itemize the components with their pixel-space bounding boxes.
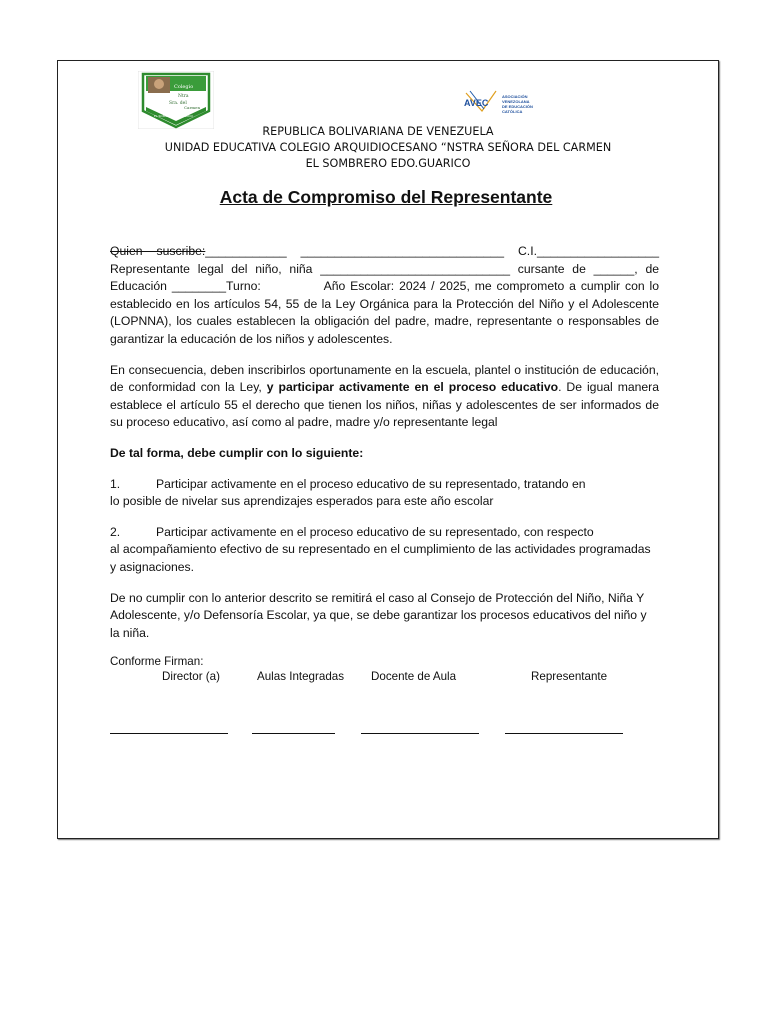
crest-text-3: Sra. del [169, 101, 187, 106]
consequence-bold: y participar activamente en el proceso educativo [266, 380, 559, 395]
institution-header [58, 124, 718, 172]
quien-suscribe-blank[interactable]: ____________ ______________________________ [205, 244, 504, 258]
avec-logo-icon [462, 87, 544, 121]
item-number: 2. [110, 524, 121, 539]
educacion-label: Educación [110, 279, 167, 294]
item-text: Participar activamente en el proceso educativo de su representado, con respecto [156, 524, 594, 539]
turno-label: Turno: [226, 279, 261, 294]
signature-line-director[interactable] [110, 733, 228, 734]
closing-paragraph: De no cumplir con lo anterior descrito se remitirá el caso al Consejo de Protección del Niño, Niña Y Adolescente, y/o Defensoría Escolar, ya que, se debe garantizar los procesos educativos del niño y la niña. [110, 590, 647, 640]
item-text-rest: lo posible de nivelar sus aprendizajes esperados para este año escolar [110, 494, 494, 509]
avec-sub-2: VENEZOLANA [502, 99, 530, 104]
signature-label-director: Director (a) [162, 669, 220, 683]
header-line-republic: REPUBLICA BOLIVARIANA DE VENEZUELA [262, 125, 494, 138]
avec-sub-4: CATÓLICA [502, 109, 523, 114]
school-crest-logo-icon [138, 71, 214, 129]
representante-label: Representante legal del niño, niña [110, 261, 313, 276]
document-title: Acta de Compromiso del Representante [219, 187, 553, 207]
commitment-paragraph [110, 243, 659, 349]
conforme-firman-label: Conforme Firman: [110, 655, 204, 668]
crest-text-1: Colegio [174, 84, 194, 90]
signature-label-docente: Docente de Aula [371, 669, 457, 683]
signature-line-representante[interactable] [505, 733, 623, 734]
grade-blank[interactable]: ______, [593, 261, 638, 276]
list-item [110, 476, 659, 511]
signature-section [110, 655, 659, 686]
consequence-text-2: . De igual manera establece el artículo 55 el derecho que tienen los niños, niñas y adolescentes de ser informados de su proceso educativo, así como al padre, madre y/o representante legal [110, 380, 660, 430]
avec-sub-3: DE EDUCACIÓN [502, 104, 533, 109]
signature-label-representante: Representante [531, 669, 608, 683]
quien-suscribe-line [110, 243, 659, 261]
quien-suscribe-label: Quien suscribe: [110, 244, 206, 258]
cursante-label: cursante de [517, 261, 586, 276]
document-body [110, 243, 659, 655]
consequence-text-1: En consecuencia, deben inscribirlos oportunamente en la escuela, plantel o institución de educación, de conformidad con la Ley, [110, 362, 659, 395]
de-label: de [645, 261, 660, 276]
header-line-location: EL SOMBRERO EDO.GUARICO [305, 157, 471, 170]
crest-text-5: EL SOMBRERO - GUARICO [154, 114, 193, 118]
item-text-rest: al acompañamiento efectivo de su representado en el cumplimiento de las actividades programadas y asignaciones. [110, 542, 651, 574]
signature-line-aulas[interactable] [252, 733, 335, 734]
signature-line-docente[interactable] [361, 733, 479, 734]
ci-label: C.I. [518, 244, 537, 258]
ci-blank[interactable]: __________________ [536, 244, 659, 258]
anio-escolar-value: 2024 / 2025, [399, 279, 470, 294]
crest-text-4: Carmen [184, 105, 201, 110]
crest-text-2: Ntra [178, 94, 189, 99]
item-text: Participar activamente en el proceso educativo de su representado, tratando en [156, 476, 586, 491]
signature-label-aulas: Aulas Integradas [257, 669, 345, 683]
child-name-blank[interactable]: ____________________________ [320, 261, 511, 276]
header-line-school: UNIDAD EDUCATIVA COLEGIO ARQUIDIOCESANO “NSTRA SEÑORA DEL CARMEN [164, 141, 612, 154]
consequence-paragraph [110, 362, 659, 432]
level-blank[interactable]: ________ [171, 279, 227, 294]
avec-wordmark: AVEC [464, 98, 489, 108]
signature-lines [58, 733, 718, 735]
commitment-text: me comprometo a cumplir con lo establecido en los artículos 54, 55 de la Ley Orgánica para la Protección del Niño y el Adolescente (LOPNNA), los cuales establecen la obligación del padre, madre, representante o responsables de garantizar la educación de los niños y adolescentes. [110, 279, 659, 346]
anio-escolar-label: Año Escolar: [323, 279, 395, 294]
document-page [57, 60, 719, 839]
avec-sub-1: ASOCIACIÓN [502, 94, 528, 99]
list-item [110, 524, 659, 577]
item-number: 1. [110, 476, 121, 491]
requirements-heading: De tal forma, debe cumplir con lo siguiente: [110, 445, 364, 460]
